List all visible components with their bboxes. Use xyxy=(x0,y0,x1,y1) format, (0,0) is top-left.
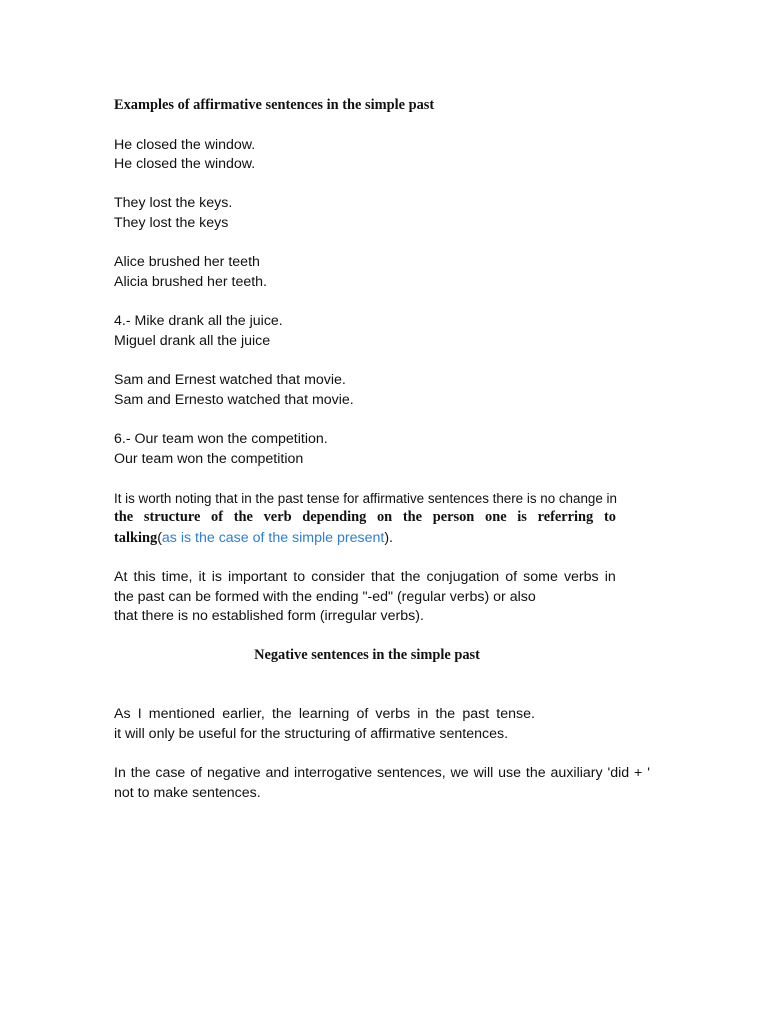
note-line-2 xyxy=(114,509,616,526)
negative-case-word: sentences, xyxy=(377,765,446,781)
conjugation-word: this xyxy=(133,569,156,585)
example-1-original: He closed the window. xyxy=(114,137,256,153)
mentioned-word: past xyxy=(462,706,490,722)
mentioned-word: earlier, xyxy=(222,706,265,722)
mentioned-word: tense. xyxy=(496,706,535,722)
conjugation-word: that xyxy=(370,569,395,585)
note-word: structure xyxy=(143,509,201,525)
conjugation-word: it xyxy=(198,569,206,585)
conjugation-word: some xyxy=(523,569,558,585)
conjugation-word: is xyxy=(211,569,222,585)
example-5-original: Sam and Ernest watched that movie. xyxy=(114,372,346,388)
negative-case-word: interrogative xyxy=(294,765,373,781)
note-word: one xyxy=(485,509,507,525)
conjugation-word: consider xyxy=(311,569,365,585)
negative-case-word: + xyxy=(634,765,643,781)
note-word: depending xyxy=(302,509,367,525)
example-2-original: They lost the keys. xyxy=(114,195,233,211)
mentioned-line-1 xyxy=(114,706,535,722)
conjugation-word: time, xyxy=(161,569,193,585)
heading-affirmative: Examples of affirmative sentences in the simple past xyxy=(114,97,435,113)
note-word: on xyxy=(376,509,393,525)
simple-present-link[interactable]: as is the case of the simple present xyxy=(161,530,385,546)
negative-case-word: auxiliary xyxy=(550,765,603,781)
conjugation-word: to xyxy=(293,569,306,585)
example-2-translation: They lost the keys xyxy=(114,215,229,231)
negative-case-word: 'did xyxy=(607,765,630,781)
example-3-original: Alice brushed her teeth xyxy=(114,254,260,270)
example-5-translation: Sam and Ernesto watched that movie. xyxy=(114,392,354,408)
negative-case-word: the xyxy=(525,765,546,781)
mentioned-word: the xyxy=(435,706,456,722)
note-word: the xyxy=(402,509,423,525)
mentioned-word: As xyxy=(114,706,131,722)
note-word: verb xyxy=(263,509,292,525)
negative-case-word: ' xyxy=(647,765,650,781)
mentioned-line-2: it will only be useful for the structuring of affirmative sentences. xyxy=(114,726,509,742)
example-3-translation: Alicia brushed her teeth. xyxy=(114,274,268,290)
note-line-1: It is worth noting that in the past tense for affirmative sentences there is no change in xyxy=(114,491,617,506)
conjugation-line-3: that there is no established form (irregular verbs). xyxy=(114,608,424,624)
negative-case-word: the xyxy=(130,765,151,781)
mentioned-word: in xyxy=(417,706,429,722)
conjugation-word: conjugation xyxy=(426,569,500,585)
example-4-original: 4.- Mike drank all the juice. xyxy=(114,313,283,329)
heading-negative: Negative sentences in the simple past xyxy=(254,647,480,663)
note-word: to xyxy=(603,509,616,525)
note-open-paren: ( xyxy=(157,530,162,546)
conjugation-word: the xyxy=(400,569,421,585)
negative-case-word: of xyxy=(190,765,203,781)
conjugation-line-2: the past can be formed with the ending "-ed" (regular verbs) or also xyxy=(114,589,536,605)
conjugation-word: important xyxy=(228,569,288,585)
negative-case-word: case xyxy=(155,765,186,781)
mentioned-word: learning xyxy=(298,706,350,722)
conjugation-line-1 xyxy=(114,569,616,585)
conjugation-word: verbs xyxy=(563,569,599,585)
note-word: of xyxy=(211,509,224,525)
mentioned-word: I xyxy=(137,706,142,722)
note-close-paren: ). xyxy=(384,530,393,546)
mentioned-word: the xyxy=(271,706,292,722)
negative-case-word: will xyxy=(473,765,494,781)
negative-case-word: and xyxy=(265,765,290,781)
mentioned-word: mentioned xyxy=(148,706,216,722)
note-word: the xyxy=(233,509,253,525)
conjugation-word: in xyxy=(604,569,616,585)
note-word: person xyxy=(432,509,475,525)
negative-case-line-2: not to make sentences. xyxy=(114,785,261,801)
note-word: referring xyxy=(537,509,594,525)
mentioned-word: of xyxy=(356,706,369,722)
negative-case-word: In xyxy=(114,765,126,781)
note-line-3 xyxy=(114,529,393,549)
conjugation-word: of xyxy=(505,569,518,585)
conjugation-word: At xyxy=(114,569,128,585)
note-bold-word: talking xyxy=(114,530,158,546)
example-4-translation: Miguel drank all the juice xyxy=(114,333,271,349)
negative-case-line-1 xyxy=(114,765,650,781)
note-word: the xyxy=(114,509,134,525)
note-word: is xyxy=(517,509,527,525)
example-1-translation: He closed the window. xyxy=(114,156,256,172)
negative-case-word: negative xyxy=(206,765,261,781)
negative-case-word: we xyxy=(450,765,469,781)
mentioned-word: verbs xyxy=(375,706,411,722)
example-6-original: 6.- Our team won the competition. xyxy=(114,431,328,447)
example-6-translation: Our team won the competition xyxy=(114,451,304,467)
negative-case-word: use xyxy=(498,765,522,781)
